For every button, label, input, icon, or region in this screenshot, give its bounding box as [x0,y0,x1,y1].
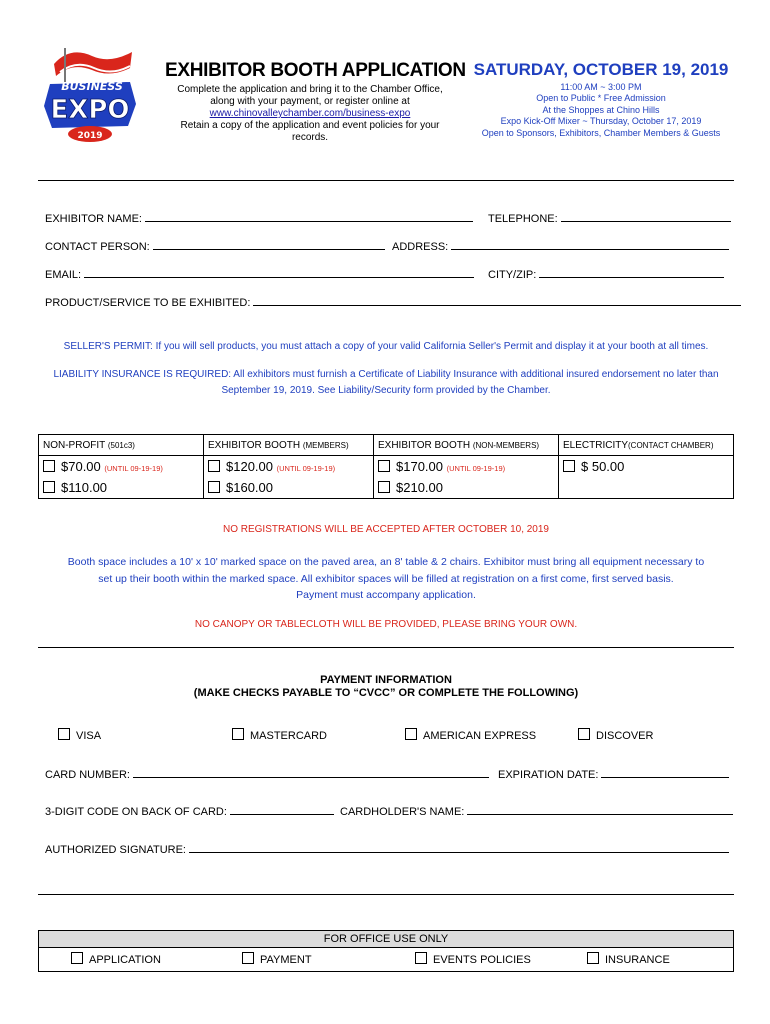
signature-label: AUTHORIZED SIGNATURE: [45,844,186,856]
card-option-discover[interactable]: DISCOVER [578,728,653,742]
liability-line-1: LIABILITY INSURANCE IS REQUIRED: All exhibitors must furnish a Certificate of Liability Insurance with additional insured endorsement no later than [53,369,719,380]
city-zip-field[interactable] [488,268,724,281]
office-use-options [39,948,734,972]
sellers-permit-text: If you will sell products, you must attach a copy of your valid California Seller's Permit and display it at your booth at all times. [155,341,709,352]
telephone-field[interactable] [488,212,731,225]
divider [38,894,734,895]
members-late-option[interactable]: $160.00 [208,478,369,497]
header-nonprofit: NON-PROFIT (501c3) [39,435,204,456]
payment-heading [38,674,734,700]
city-zip-input[interactable] [539,268,724,278]
payment-subtitle: (MAKE CHECKS PAYABLE TO “CVCC” OR COMPLETE THE FOLLOWING) [193,687,579,699]
email-field[interactable] [45,268,474,281]
card-number-field[interactable] [45,768,489,781]
business-expo-logo [40,42,140,142]
product-service-input[interactable] [253,296,741,306]
signature-input[interactable] [189,843,729,853]
cvv-label: 3-DIGIT CODE ON BACK OF CARD: [45,806,227,818]
checkbox[interactable] [71,952,83,964]
header-members: EXHIBITOR BOOTH (MEMBERS) [204,435,374,456]
office-option-payment[interactable]: PAYMENT [242,952,312,966]
nonmembers-early-option[interactable]: $170.00 (UNTIL 09-19-19) [378,457,554,478]
event-admission: Open to Public * Free Admission [536,93,666,104]
members-options [204,456,374,499]
product-service-label: PRODUCT/SERVICE TO BE EXHIBITED: [45,297,251,309]
expiration-label: EXPIRATION DATE: [498,769,599,781]
event-time: 11:00 AM ~ 3:00 PM [560,82,642,92]
telephone-input[interactable] [561,212,731,222]
nonmembers-late-option[interactable]: $210.00 [378,478,554,497]
exhibitor-name-field[interactable] [45,212,473,225]
address-input[interactable] [451,240,729,250]
telephone-label: TELEPHONE: [488,213,558,225]
nonmembers-options [374,456,559,499]
checkbox[interactable] [405,728,417,740]
checkbox[interactable] [58,728,70,740]
address-field[interactable] [392,240,729,253]
signature-field[interactable] [45,843,729,856]
checkbox[interactable] [563,460,575,472]
expiration-input[interactable] [601,768,729,778]
registration-link[interactable]: www.chinovalleychamber.com/business-expo [209,108,411,119]
contact-person-field[interactable] [45,240,385,253]
event-audience: Open to Sponsors, Exhibitors, Chamber Members & Guests [481,127,721,138]
fee-table-header [39,435,734,456]
checkbox[interactable] [208,460,220,472]
checkbox[interactable] [378,460,390,472]
card-number-label: CARD NUMBER: [45,769,130,781]
card-option-amex[interactable]: AMERICAN EXPRESS [405,728,536,742]
product-service-field[interactable] [45,296,741,309]
booth-info-line-1: Booth space includes a 10' x 10' marked space on the paved area, an 8' table & 2 chairs. Exhibitor must bring all equipment necessary to [67,556,705,568]
members-early-option[interactable]: $120.00 (UNTIL 09-19-19) [208,457,369,478]
instructions-line-2: along with your payment, or register online at [210,96,410,107]
event-mixer: Expo Kick-Off Mixer ~ Thursday, October 17, 2019 [500,116,702,127]
instructions-line-3: Retain a copy of the application and event policies for your records. [180,120,440,143]
event-date: SATURDAY, OCTOBER 19, 2019 [473,60,729,79]
booth-info-line-3: Payment must accompany application. [296,589,476,601]
divider [38,180,734,181]
checkbox[interactable] [43,481,55,493]
logo-word-expo: EXPO [50,95,130,125]
checkbox[interactable] [415,952,427,964]
cardholder-label: CARDHOLDER'S NAME: [340,806,465,818]
booth-info [38,554,734,604]
office-option-insurance[interactable]: INSURANCE [587,952,670,966]
divider [38,647,734,648]
checkbox[interactable] [43,460,55,472]
liability-notice [38,367,734,399]
checkbox[interactable] [208,481,220,493]
office-option-application[interactable]: APPLICATION [71,952,161,966]
electricity-option[interactable]: $ 50.00 [563,457,729,476]
instructions [162,84,458,144]
exhibitor-name-label: EXHIBITOR NAME: [45,213,142,225]
booth-info-line-2: set up their booth within the marked space. All exhibitor spaces will be filled at registration on a first come, first served basis. [98,572,674,585]
canopy-notice: NO CANOPY OR TABLECLOTH WILL BE PROVIDED, PLEASE BRING YOUR OWN. [194,619,578,630]
fee-table-row [39,456,734,499]
payment-title: PAYMENT INFORMATION [320,674,452,686]
deadline-notice: NO REGISTRATIONS WILL BE ACCEPTED AFTER OCTOBER 10, 2019 [222,524,549,535]
sellers-permit-label: SELLER'S PERMIT: [63,341,153,352]
logo-year: 2019 [77,131,103,141]
address-label: ADDRESS: [392,241,449,253]
header-electricity: ELECTRICITY(CONTACT CHAMBER) [559,435,734,456]
exhibitor-name-input[interactable] [145,212,473,222]
checkbox[interactable] [578,728,590,740]
email-label: EMAIL: [45,269,82,281]
office-use-title: FOR OFFICE USE ONLY [39,931,734,948]
electricity-options [559,456,734,499]
cvv-field[interactable] [45,805,334,818]
contact-person-input[interactable] [153,240,385,250]
card-number-input[interactable] [133,768,489,778]
expiration-field[interactable] [498,768,729,781]
cvv-input[interactable] [230,805,334,815]
sellers-permit-notice [38,339,734,355]
email-input[interactable] [84,268,474,278]
event-details [470,82,732,139]
checkbox[interactable] [242,952,254,964]
event-location: At the Shoppes at Chino Hills [542,104,660,115]
nonprofit-early-option[interactable]: $70.00 (UNTIL 09-19-19) [43,457,199,478]
office-option-events-policies[interactable]: EVENTS POLICIES [415,952,531,966]
nonprofit-late-option[interactable]: $110.00 [43,478,199,497]
city-zip-label: CITY/ZIP: [488,269,537,281]
page-title: EXHIBITOR BOOTH APPLICATION [165,60,466,81]
card-option-visa[interactable]: VISA [58,728,101,742]
header-nonmembers: EXHIBITOR BOOTH (NON-MEMBERS) [374,435,559,456]
checkbox[interactable] [378,481,390,493]
contact-person-label: CONTACT PERSON: [45,241,150,253]
liability-line-2: September 19, 2019. See Liability/Security form provided by the Chamber. [221,385,551,396]
card-option-mastercard[interactable]: MASTERCARD [232,728,327,742]
office-use-table [38,930,734,972]
instructions-line-1: Complete the application and bring it to the Chamber Office, [177,84,443,95]
nonprofit-options [39,456,204,499]
checkbox[interactable] [587,952,599,964]
logo-word-business: BUSINESS [61,80,123,93]
fee-table [38,434,734,499]
checkbox[interactable] [232,728,244,740]
cardholder-input[interactable] [467,805,733,815]
cardholder-field[interactable] [340,805,733,818]
